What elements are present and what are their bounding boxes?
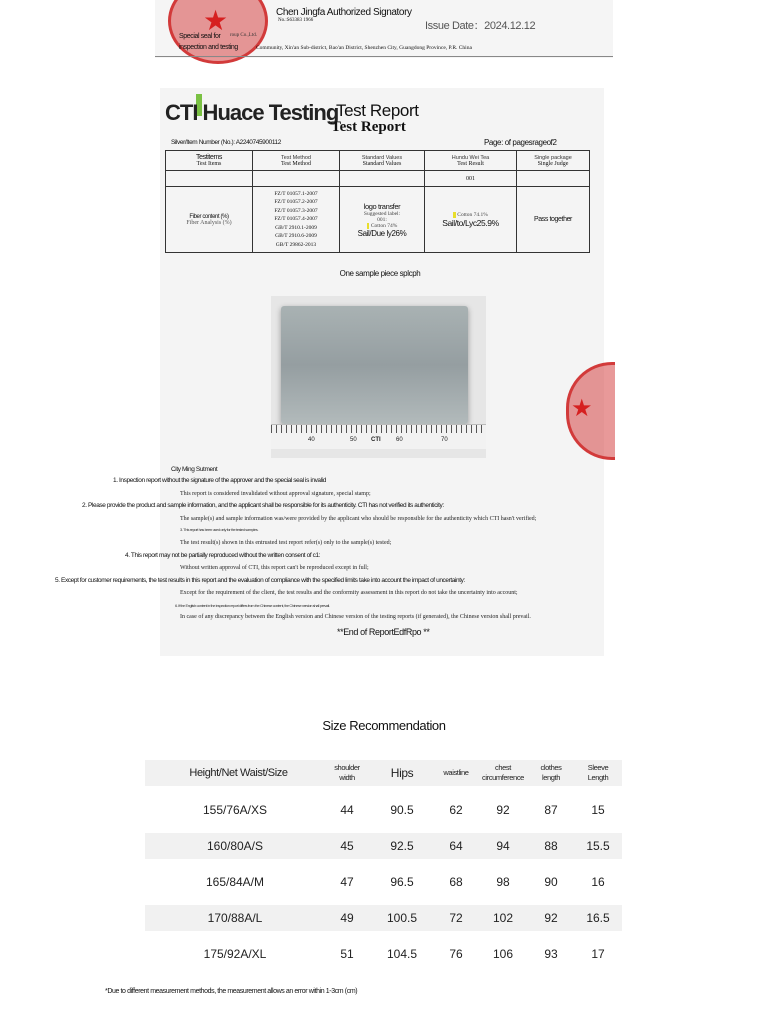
star-icon: ★	[571, 395, 593, 422]
report-title-original: Test Report	[331, 119, 406, 135]
length-cell: 90	[544, 875, 558, 889]
col-header: Hundu Wei Tea Test Result	[425, 151, 517, 171]
hips-cell: 92.5	[390, 839, 414, 853]
report-end: **End of ReportEdfRpo **	[337, 627, 430, 637]
statement-4: 4. This report may not be partially reproduced without the written consent of c1:	[125, 552, 321, 559]
sleeve-cell: 16	[591, 875, 605, 889]
header-sleeve-length: Sleeve Length	[587, 763, 609, 782]
shoulder-cell: 47	[340, 875, 354, 889]
length-cell: 87	[544, 803, 558, 817]
test-results-table	[165, 150, 590, 253]
col-header: Test Method Test Method	[253, 151, 340, 171]
star-icon: ★	[203, 5, 229, 36]
size-cell: 155/76A/XS	[202, 803, 268, 817]
chest-cell: 102	[492, 911, 514, 925]
waist-cell: 76	[449, 947, 463, 961]
denim-fabric-sample	[281, 306, 468, 424]
statement-1: 1. Inspection report without the signature of the approver and the special seal is invalid	[113, 477, 326, 484]
test-result: Cotton 74.1% Sail/to/Lyc25.9%	[425, 187, 517, 253]
ruler-number: 40	[308, 437, 315, 443]
size-recommendation-title: Size Recommendation	[322, 718, 446, 733]
signatory-name: Chen Jingfa Authorized Signatory	[276, 7, 412, 18]
shoulder-cell: 51	[340, 947, 354, 961]
table-row	[145, 833, 622, 859]
issue-date: Issue Date：2024.12.12	[425, 20, 536, 32]
statement-6-original: In case of any discrepancy between the English version and Chinese version of the testing reports (if generated), the Chinese version shall prevail.	[180, 614, 531, 620]
hips-cell: 104.5	[386, 947, 418, 961]
hips-cell: 90.5	[390, 803, 414, 817]
sleeve-cell: 16.5	[586, 911, 610, 925]
statement-2-original: The sample(s) and sample information was/were provided by the applicant who should be responsible for the authenticity which CTI hasn't verified;	[180, 516, 537, 522]
col-header: Single package Single Judge	[517, 151, 590, 171]
statement-4-original: Without written approval of CTI, this report can't be reproduced except in full;	[180, 565, 369, 571]
test-methods: FZ/T 01057.1-2007 FZ/T 01057.2-2007 FZ/T 01057.3-2007 FZ/T 01057.4-2007 GB/T 2910.1-2009 GB/T 2910.6-2009 GB/T 29862-2013	[253, 187, 340, 253]
test-item: Fiber content (%) Fiber Analysis (%)	[166, 187, 253, 253]
sleeve-cell: 15.5	[586, 839, 610, 853]
statement-5-original: Except for the requirement of the client, the test results and the conformity assessment in this report do not take the uncertainty into account;	[180, 590, 518, 596]
page-indicator: Page: of pagesrageof2	[484, 138, 557, 147]
sample-caption: One sample piece splcph	[339, 269, 421, 278]
ruler-number: 70	[441, 437, 448, 443]
shoulder-cell: 44	[340, 803, 354, 817]
size-cell: 165/84A/M	[205, 875, 265, 889]
divider	[155, 56, 613, 57]
hips-cell: 96.5	[390, 875, 414, 889]
statement-5: 5. Except for customer requirements, the test results in this report and the evaluation of compliance with the specified limits take into account the impact of uncertainty:	[55, 577, 465, 584]
length-cell: 88	[544, 839, 558, 853]
statement-title: City Ming Sutment	[171, 466, 218, 473]
company-logo: CTI Huace Testing	[165, 100, 339, 125]
header-waistline: waistline	[443, 768, 469, 777]
size-cell: 160/80A/S	[206, 839, 264, 853]
statement-6: 6. If the English content in the inspection report differs from the Chinese content, the Chinese version shall prevail.	[175, 603, 330, 608]
report-serial: Silver/Item Number (No.): A2240745900112	[171, 139, 281, 146]
ruler-number: 50	[350, 437, 357, 443]
chest-cell: 98	[496, 875, 510, 889]
length-cell: 92	[544, 911, 558, 925]
size-cell: 175/92A/XL	[203, 947, 267, 961]
table-row	[145, 797, 622, 823]
waist-cell: 62	[449, 803, 463, 817]
statement-1-original: This report is considered invalidated without approval signature, special stamp;	[180, 491, 371, 497]
judgement: Pass together	[517, 187, 590, 253]
header-shoulder: shoulder width	[334, 763, 360, 782]
shoulder-cell: 45	[340, 839, 354, 853]
company-name: roup Co.,Ltd.	[230, 33, 257, 38]
table-row	[145, 869, 622, 895]
table-row	[145, 905, 622, 931]
header-size: Height/Net Waist/Size	[189, 767, 288, 779]
report-title: Test Report	[336, 101, 419, 120]
size-cell: 170/88A/L	[207, 911, 263, 925]
doc-number: No.:S63383 1966	[278, 18, 314, 23]
company-address: Community, Xin'an Sub-district, Bao'an District, Shenzhen City, Guangdong Province, P.R. China	[256, 45, 472, 51]
waist-cell: 72	[449, 911, 463, 925]
statement-3: 3. This report has been used only for the tested samples.	[180, 527, 259, 532]
statement-2: 2. Please provide the product and sample information, and the applicant shall be responsible for its authenticity. CTI has not verified its authenticity:	[82, 502, 444, 509]
length-cell: 93	[544, 947, 558, 961]
statement-3-original: The test result(s) shown in this entrusted test report refer(s) only to the sample(s) tested;	[180, 540, 392, 546]
header-hips: Hips	[390, 766, 414, 780]
sleeve-cell: 17	[591, 947, 605, 961]
waist-cell: 64	[449, 839, 463, 853]
chest-cell: 94	[496, 839, 510, 853]
col-header: Testitems Test Items	[166, 151, 253, 171]
shoulder-cell: 49	[340, 911, 354, 925]
header-chest: chest circumference	[482, 763, 524, 782]
table-row	[145, 941, 622, 967]
standard-values: logo transfer Suggested label: 001: Cotton 74% Sail/Due ly26%	[340, 187, 425, 253]
hips-cell: 100.5	[386, 911, 418, 925]
sleeve-cell: 15	[591, 803, 605, 817]
col-header: Standard Values Standard Values	[340, 151, 425, 171]
ruler-number: 60	[396, 437, 403, 443]
sample-number: 001	[425, 171, 517, 187]
size-table-header	[145, 760, 622, 786]
measurement-note: *Due to different measurement methods, the measurement allows an error within 1-3cm (cm)	[105, 988, 358, 995]
header-clothes-length: clothes length	[540, 763, 562, 782]
ruler-brand: CTI	[371, 437, 381, 443]
chest-cell: 92	[496, 803, 510, 817]
waist-cell: 68	[449, 875, 463, 889]
seal-label: Special seal for inspection and testing	[179, 33, 238, 51]
chest-cell: 106	[492, 947, 514, 961]
